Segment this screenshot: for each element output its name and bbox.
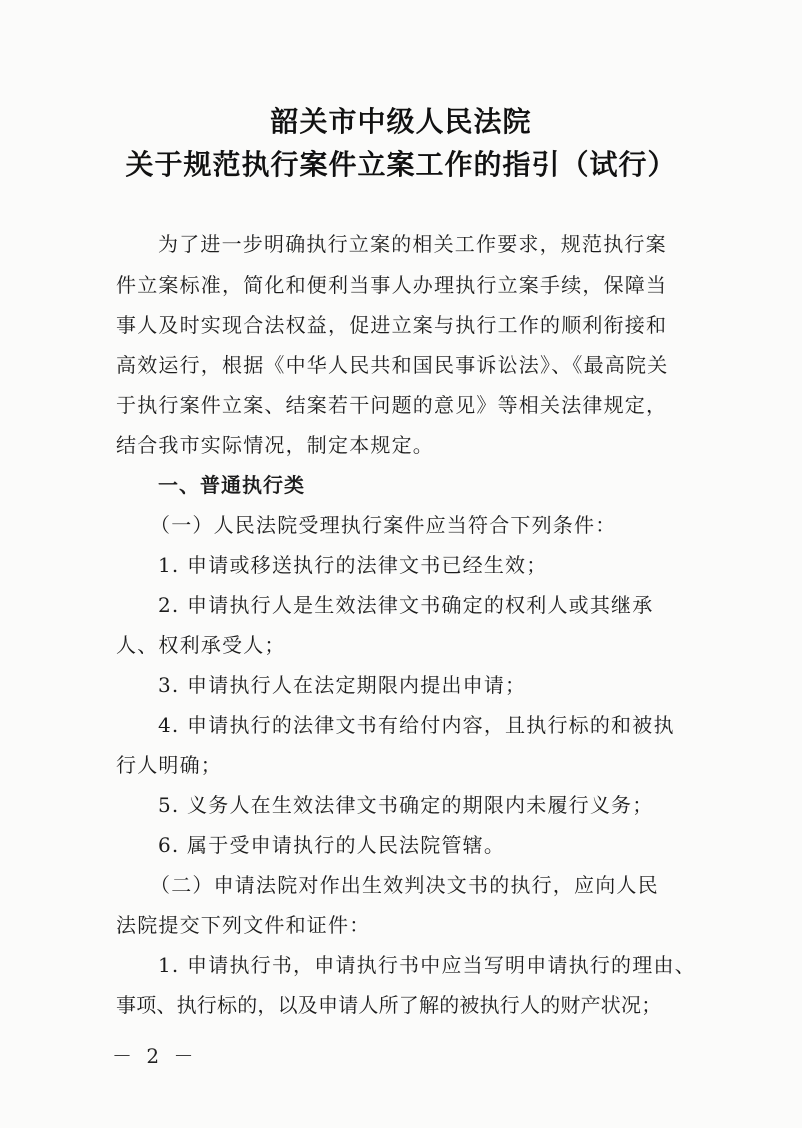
paragraph-line: 高效运行，根据《中华人民共和国民事诉讼法》、《最高院关 — [116, 353, 669, 377]
list-item-continuation: 人、权利承受人； — [116, 633, 286, 657]
list-item: 2. 申请执行人是生效法律文书确定的权利人或其继承 — [158, 593, 654, 617]
paragraph-line: 事人及时实现合法权益，促进立案与执行工作的顺利衔接和 — [116, 313, 668, 337]
list-item-continuation: 事项、执行标的，以及申请人所了解的被执行人的财产状况； — [116, 993, 662, 1017]
list-item: 5. 义务人在生效法律文书确定的期限内未履行义务； — [158, 793, 654, 817]
document-title-line-2: 关于规范执行案件立案工作的指引（试行） — [125, 148, 677, 181]
paragraph-line: 于执行案件立案、结案若干问题的意见》等相关法律规定， — [116, 393, 668, 417]
list-item: 1. 申请执行书，申请执行书中应当写明申请执行的理由、 — [158, 953, 696, 977]
paragraph-line: 结合我市实际情况，制定本规定。 — [116, 433, 434, 457]
list-item: 4. 申请执行的法律文书有给付内容，且执行标的和被执 — [158, 713, 675, 737]
subsection-heading: （二）申请法院对作出生效判决文书的执行，应向人民 — [150, 873, 659, 897]
paragraph-line: 为了进一步明确执行立案的相关工作要求，规范执行案 — [158, 232, 667, 256]
list-item: 3. 申请执行人在法定期限内提出申请； — [158, 673, 527, 697]
paragraph-line: 法院提交下列文件和证件： — [116, 913, 371, 937]
subsection-heading: （一）人民法院受理执行案件应当符合下列条件： — [150, 513, 617, 537]
paragraph-line: 件立案标准，简化和便利当事人办理执行立案手续，保障当 — [116, 273, 668, 297]
list-item: 1. 申请或移送执行的法律文书已经生效； — [158, 553, 548, 577]
page-number: － 2 － — [112, 1044, 198, 1068]
list-item: 6. 属于受申请执行的人民法院管辖。 — [158, 833, 506, 857]
section-heading: 一、普通执行类 — [158, 473, 305, 497]
list-item-continuation: 行人明确； — [116, 753, 222, 777]
document-title-line-1: 韶关市中级人民法院 — [270, 105, 532, 138]
